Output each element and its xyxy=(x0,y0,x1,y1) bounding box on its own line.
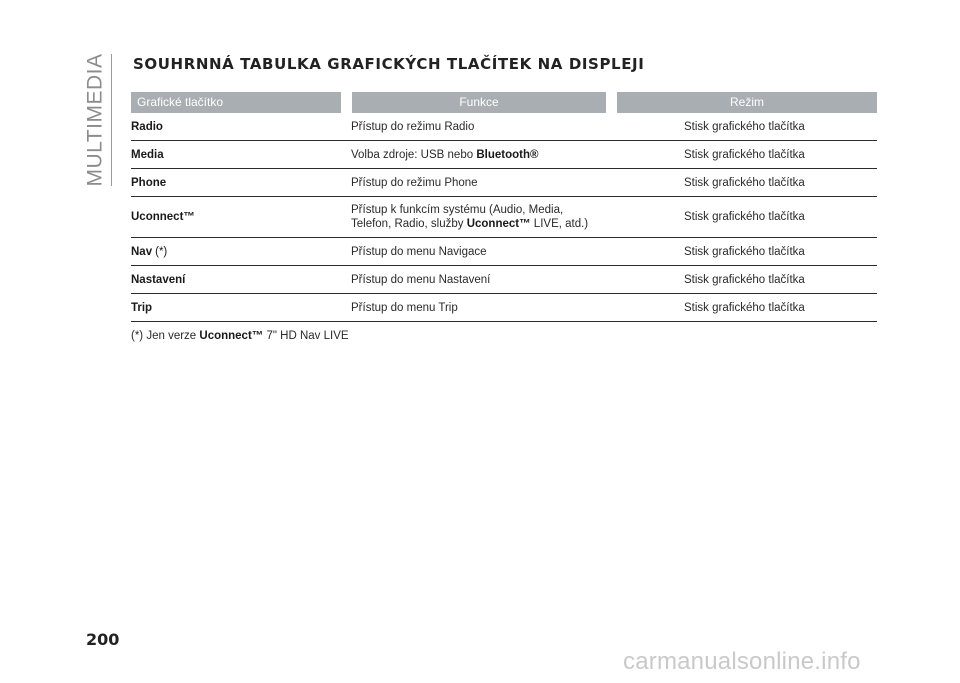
cell-mode: Stisk grafického tlačítka xyxy=(684,273,805,286)
button-summary-table xyxy=(131,92,877,342)
table-row-trip xyxy=(131,294,877,322)
cell-button-name: Phone xyxy=(131,176,167,189)
cell-button-name xyxy=(131,246,351,258)
uconnect-brand: Uconnect™ xyxy=(199,330,264,342)
cell-button-name: Nastavení xyxy=(131,273,186,286)
footnote-text: 7" HD Nav LIVE xyxy=(263,330,349,342)
uconnect-brand: Uconnect™ xyxy=(466,218,531,230)
function-line-1: Přístup k funkcím systému (Audio, Media, xyxy=(351,204,564,216)
table-row-phone xyxy=(131,169,877,197)
cell-function: Přístup do režimu Radio xyxy=(351,120,475,133)
cell-button-name: Trip xyxy=(131,301,153,314)
cell-function: Přístup do menu Navigace xyxy=(351,245,487,258)
cell-function xyxy=(351,203,684,231)
cell-function: Přístup do režimu Phone xyxy=(351,176,478,189)
cell-mode: Stisk grafického tlačítka xyxy=(684,176,805,189)
cell-function: Přístup do menu Nastavení xyxy=(351,273,491,286)
table-footnote xyxy=(131,322,877,342)
function-text: Volba zdroje: USB nebo xyxy=(351,148,477,161)
footnote-marker: (*) xyxy=(155,245,168,258)
section-side-label xyxy=(82,54,108,186)
cell-mode: Stisk grafického tlačítka xyxy=(684,120,805,133)
page-title: SOUHRNNÁ TABULKA GRAFICKÝCH TLAČÍTEK NA DISPLEJI xyxy=(133,55,645,73)
header-mode: Režim xyxy=(617,92,877,113)
table-header xyxy=(131,92,877,113)
header-graphic-button: Grafické tlačítko xyxy=(131,92,341,113)
footnote-text: (*) Jen verze xyxy=(131,330,200,342)
cell-mode: Stisk grafického tlačítka xyxy=(684,211,805,223)
cell-mode: Stisk grafického tlačítka xyxy=(684,148,805,161)
watermark: carmanualsonline.info xyxy=(623,648,861,675)
side-divider xyxy=(111,54,112,186)
cell-mode: Stisk grafického tlačítka xyxy=(684,245,805,258)
table-row-media xyxy=(131,141,877,169)
table-row-nav xyxy=(131,238,877,266)
function-text: Telefon, Radio, služby xyxy=(351,218,467,230)
bluetooth-brand: Bluetooth® xyxy=(476,148,539,161)
button-name: Nav xyxy=(131,245,153,258)
cell-button-name: Media xyxy=(131,148,164,161)
function-line-2 xyxy=(351,217,684,231)
table-row-uconnect xyxy=(131,197,877,238)
page-number: 200 xyxy=(86,630,120,649)
cell-function: Přístup do menu Trip xyxy=(351,301,458,314)
table-row-settings xyxy=(131,266,877,294)
cell-mode: Stisk grafického tlačítka xyxy=(684,301,805,314)
function-text: LIVE, atd.) xyxy=(530,218,589,230)
cell-button-name: Radio xyxy=(131,120,163,133)
header-function: Funkce xyxy=(352,92,606,113)
cell-button-name: Uconnect™ xyxy=(131,211,195,223)
section-name: MULTIMEDIA xyxy=(83,53,107,187)
cell-function xyxy=(351,148,684,162)
table-row-radio xyxy=(131,113,877,141)
